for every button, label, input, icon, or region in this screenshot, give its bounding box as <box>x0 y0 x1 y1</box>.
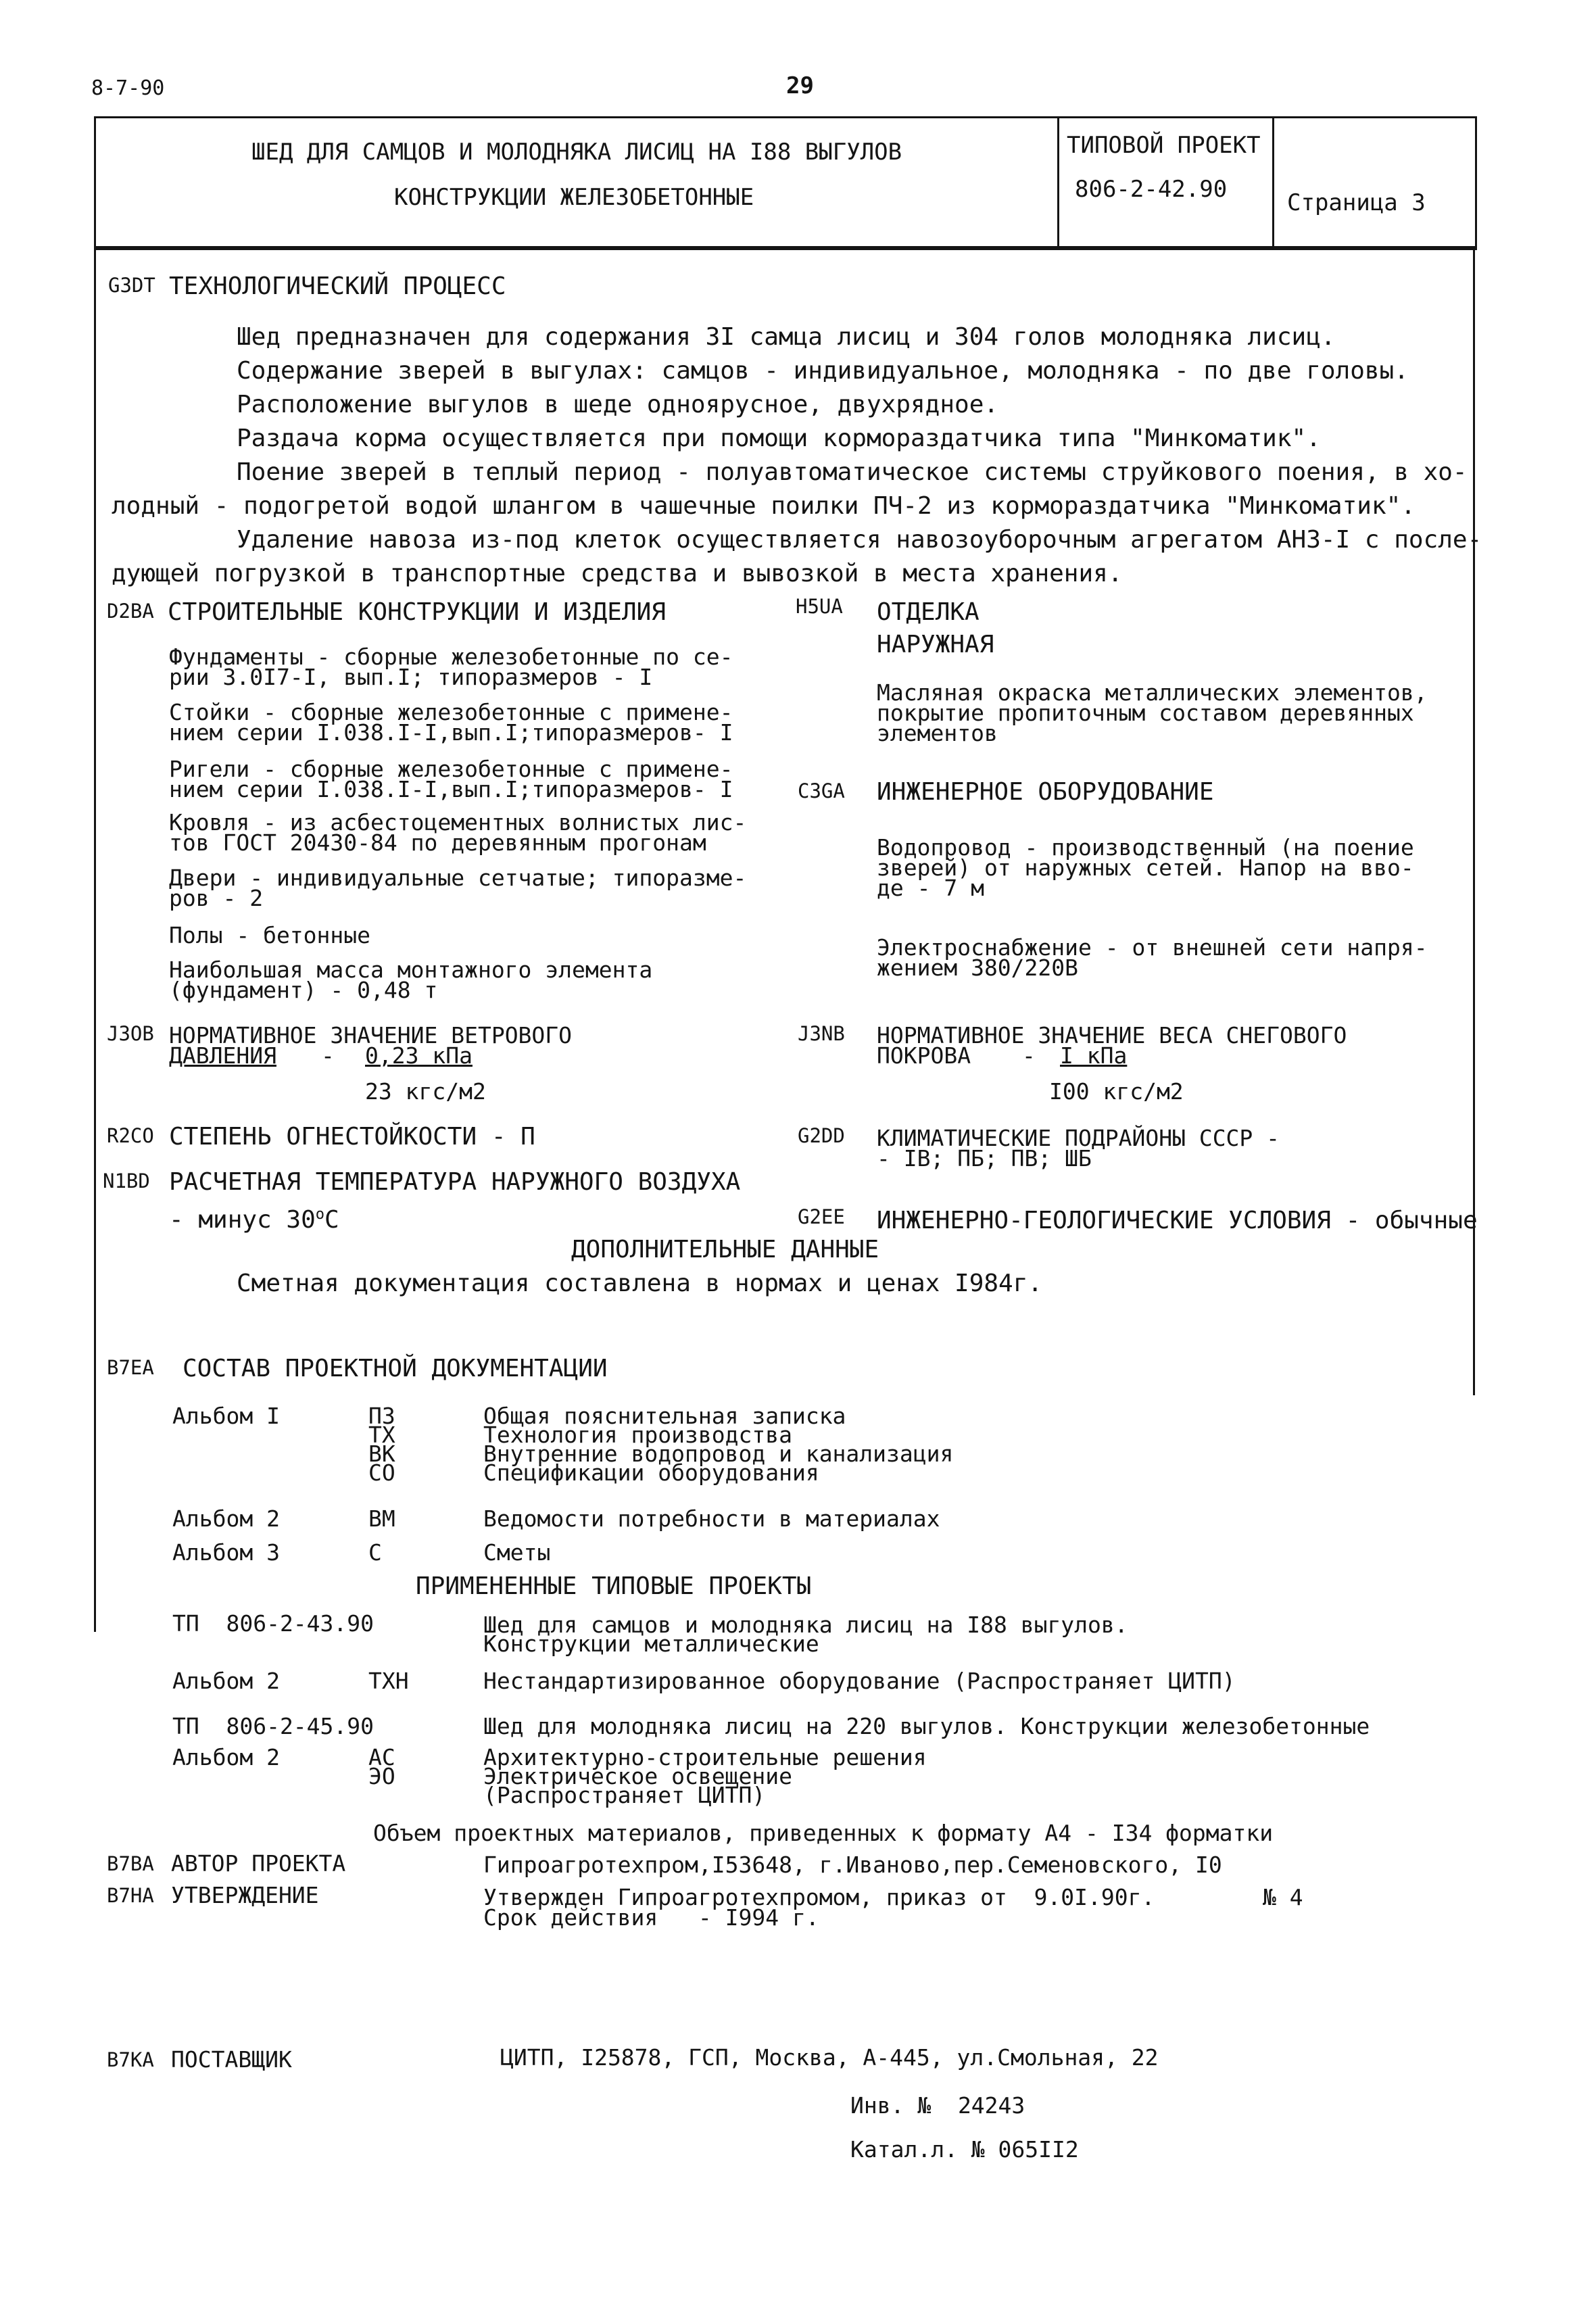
page-number: 29 <box>786 72 814 99</box>
geology-line: ИНЖЕНЕРНО-ГЕОЛОГИЧЕСКИЕ УСЛОВИЯ - обычные <box>877 1207 1478 1234</box>
page-label: Страница 3 <box>1287 189 1426 216</box>
project-title: Шед для самцов и молодняка лисиц на I88 выгулов. <box>483 1612 1128 1638</box>
power-line: Электроснабжение - от внешней сети напря- <box>877 934 1428 961</box>
climate-line: - IВ; ПБ; ПВ; ШБ <box>877 1145 1092 1172</box>
temperature-heading: РАСЧЕТНАЯ ТЕМПЕРАТУРА НАРУЖНОГО ВОЗДУХА <box>169 1168 741 1196</box>
doc-title: Ведомости потребности в материалах <box>483 1505 940 1532</box>
volume-note: Объем проектных материалов, приведенных к формату А4 - I34 форматки <box>373 1820 1274 1846</box>
album-name: Альбом 2 <box>172 1668 280 1694</box>
construction-item: Кровля - из асбестоцементных волнистых лис- <box>169 809 747 836</box>
section-code: J3OB <box>107 1022 154 1045</box>
album-name: Альбом 2 <box>172 1744 280 1770</box>
project-label: ТИПОВОЙ ПРОЕКТ <box>1067 132 1261 159</box>
doc-code: ТХН <box>368 1668 409 1694</box>
doc-title: Общая пояснительная записка <box>483 1403 846 1429</box>
construction-item: Фундаменты - сборные железобетонные по се- <box>169 644 733 670</box>
construction-item: нием серии I.038.I-I,вып.I;типоразмеров- I <box>169 776 733 802</box>
approval-line: Утвержден Гипроагротехпромом, приказ от 9.0I.90г. <box>483 1884 1155 1910</box>
doc-title: Сметы <box>483 1539 551 1566</box>
project-number: 806-2-42.90 <box>1075 176 1228 203</box>
snow-value: I кПа <box>1060 1042 1128 1069</box>
construction-item: Наибольшая масса монтажного элемента <box>169 957 653 983</box>
snow-heading: НОРМАТИВНОЕ ЗНАЧЕНИЕ ВЕСА СНЕГОВОГО <box>877 1022 1347 1048</box>
construction-item: тов ГОСТ 20430-84 по деревянным прогонам <box>169 829 706 856</box>
snow-value-alt: I00 кгс/м2 <box>1049 1078 1184 1105</box>
paragraph-line: Раздача корма осуществляется при помощи кормораздатчика типа "Минкоматик". <box>237 425 1321 452</box>
approval-term: Срок действия - I994 г. <box>483 1904 819 1931</box>
section-code: G3DT <box>108 274 155 297</box>
paragraph-line: лодный - подогретой водой шлангом в чашечные поилки ПЧ-2 из кормораздатчика "Минкоматик". <box>112 492 1416 520</box>
doc-title: Технология производства <box>483 1422 792 1448</box>
wind-value: 0,23 кПа <box>365 1042 473 1069</box>
section-heading: ИНЖЕНЕРНОЕ ОБОРУДОВАНИЕ <box>877 778 1214 806</box>
section-code: B7HA <box>107 1884 154 1907</box>
field-label: УТВЕРЖДЕНИЕ <box>171 1882 319 1908</box>
wind-value-alt: 23 кгс/м2 <box>365 1078 486 1105</box>
doc-title: Нестандартизированное оборудование (Распространяет ЦИТП) <box>483 1668 1236 1694</box>
section-code: C3GA <box>798 779 845 802</box>
subsection-heading: ПРИМЕНЕННЫЕ ТИПОВЫЕ ПРОЕКТЫ <box>416 1572 812 1600</box>
doc-title: Спецификации оборудования <box>483 1459 819 1486</box>
snow-dash: - <box>1022 1042 1036 1069</box>
paragraph-line: Поение зверей в теплый период - полуавтоматическое системы струйкового поения, в хо- <box>237 458 1468 486</box>
section-code: G2DD <box>798 1124 845 1147</box>
construction-item: (фундамент) - 0,48 т <box>169 977 438 1003</box>
construction-item: рии 3.0I7-I, вып.I; типоразмеров - I <box>169 664 653 690</box>
doc-code: ВМ <box>368 1505 395 1532</box>
doc-code: СО <box>368 1459 395 1486</box>
section-heading: СТРОИТЕЛЬНЫЕ КОНСТРУКЦИИ И ИЗДЕЛИЯ <box>168 598 666 626</box>
section-code: B7BA <box>107 1852 154 1875</box>
doc-title: Электрическое освещение <box>483 1763 792 1789</box>
paragraph-line: дующей погрузкой в транспортные средства и вывозкой в места хранения. <box>112 560 1123 587</box>
doc-code: С <box>368 1539 382 1566</box>
construction-item: Ригели - сборные железобетонные с примене- <box>169 756 733 782</box>
field-label: ПОСТАВЩИК <box>171 2046 292 2073</box>
water-line: Водопровод - производственный (на поение <box>877 834 1414 861</box>
doc-title: Архитектурно-строительные решения <box>483 1744 927 1770</box>
section-code: D2BA <box>107 600 154 623</box>
snow-label: ПОКРОВА <box>877 1042 971 1069</box>
finish-line: элементов <box>877 720 998 746</box>
subsection-heading: ДОПОЛНИТЕЛЬНЫЕ ДАННЫЕ <box>571 1236 879 1263</box>
subheading: НАРУЖНАЯ <box>877 631 994 658</box>
section-heading: ОТДЕЛКА <box>877 598 980 626</box>
doc-code: ВК <box>368 1441 395 1467</box>
document-code: 8-7-90 <box>91 76 165 100</box>
finish-line: покрытие пропиточным составом деревянных <box>877 700 1414 726</box>
doc-title: Внутренние водопровод и канализация <box>483 1441 954 1467</box>
doc-code: ПЗ <box>368 1403 395 1429</box>
construction-item: ров - 2 <box>169 885 264 911</box>
construction-item: Стойки - сборные железобетонные с примене- <box>169 699 733 725</box>
wind-heading: НОРМАТИВНОЕ ЗНАЧЕНИЕ ВЕТРОВОГО <box>169 1022 573 1048</box>
supplier-value: ЦИТП, I25878, ГСП, Москва, А-445, ул.Смольная, 22 <box>500 2044 1159 2071</box>
section-code: B7EA <box>107 1356 154 1379</box>
estimate-note: Сметная документация составлена в нормах и ценах I984г. <box>237 1270 1043 1297</box>
section-heading: ТЕХНОЛОГИЧЕСКИЙ ПРОЦЕСС <box>169 272 506 300</box>
water-line: де - 7 м <box>877 875 984 901</box>
construction-item: Двери - индивидуальные сетчатые; типоразме- <box>169 865 747 891</box>
album-name: Альбом 3 <box>172 1539 280 1566</box>
section-code: B7KA <box>107 2048 154 2071</box>
fire-resistance: СТЕПЕНЬ ОГНЕСТОЙКОСТИ - П <box>169 1123 535 1151</box>
project-title: Шед для молодняка лисиц на 220 выгулов. Конструкции железобетонные <box>483 1713 1370 1739</box>
catalog-sheet: Катал.л. № 065II2 <box>850 2136 1079 2163</box>
paragraph-line: Удаление навоза из-под клеток осуществляется навозоуборочным агрегатом АНЗ-I с после- <box>237 526 1482 554</box>
section-heading: СОСТАВ ПРОЕКТНОЙ ДОКУМЕНТАЦИИ <box>183 1355 608 1382</box>
document-title: ШЕД ДЛЯ САМЦОВ И МОЛОДНЯКА ЛИСИЦ НА I88 ВЫГУЛОВ <box>251 139 902 166</box>
header-bottom-line <box>94 246 1475 248</box>
water-line: зверей) от наружных сетей. Напор на вво- <box>877 854 1414 881</box>
project-id: ТП 806-2-43.90 <box>172 1610 374 1637</box>
project-title: Конструкции металлические <box>483 1631 819 1657</box>
inventory-number: Инв. № 24243 <box>850 2092 1025 2119</box>
document-subtitle: КОНСТРУКЦИИ ЖЕЛЕЗОБЕТОННЫЕ <box>394 184 754 211</box>
construction-item: Полы - бетонные <box>169 922 371 948</box>
climate-line: КЛИМАТИЧЕСКИЕ ПОДРАЙОНЫ СССР - <box>877 1125 1280 1151</box>
section-code: R2CO <box>107 1124 154 1147</box>
power-line: жением 380/220В <box>877 955 1079 981</box>
doc-code: ЭО <box>368 1763 395 1789</box>
paragraph-line: Содержание зверей в выгулах: самцов - индивидуальное, молодняка - по две головы. <box>237 357 1409 385</box>
wind-dash: - <box>321 1042 335 1069</box>
doc-code: ТХ <box>368 1422 395 1448</box>
title-divider <box>1057 116 1059 248</box>
construction-item: нием серии I.038.I-I,вып.I;типоразмеров- I <box>169 719 733 746</box>
finish-line: Масляная окраска металлических элементов, <box>877 679 1428 706</box>
section-code: N1BD <box>103 1169 150 1192</box>
section-code: J3NB <box>798 1022 845 1045</box>
approval-number: № 4 <box>1263 1884 1303 1910</box>
paragraph-line: Шед предназначен для содержания 3I самца лисиц и 304 голов молодняка лисиц. <box>237 323 1336 351</box>
left-margin-line <box>94 246 96 1632</box>
album-name: Альбом 2 <box>172 1505 280 1532</box>
field-label: АВТОР ПРОЕКТА <box>171 1850 346 1877</box>
temperature-value: - минус $30^оС$ <box>169 1206 339 1234</box>
section-code: G2EE <box>798 1205 845 1228</box>
album-name: Альбом I <box>172 1403 280 1429</box>
title-block <box>94 116 1477 250</box>
section-code: H5UA <box>796 595 843 618</box>
doc-title: (Распространяет ЦИТП) <box>483 1782 766 1808</box>
doc-code: АС <box>368 1744 395 1770</box>
title-divider <box>1272 116 1274 248</box>
paragraph-line: Расположение выгулов в шеде одноярусное, двухрядное. <box>237 391 999 418</box>
wind-label: ДАВЛЕНИЯ <box>169 1042 276 1069</box>
author-value: Гипроагротехпром,I53648, г.Иваново,пер.Семеновского, I0 <box>483 1852 1222 1878</box>
project-id: ТП 806-2-45.90 <box>172 1713 374 1739</box>
